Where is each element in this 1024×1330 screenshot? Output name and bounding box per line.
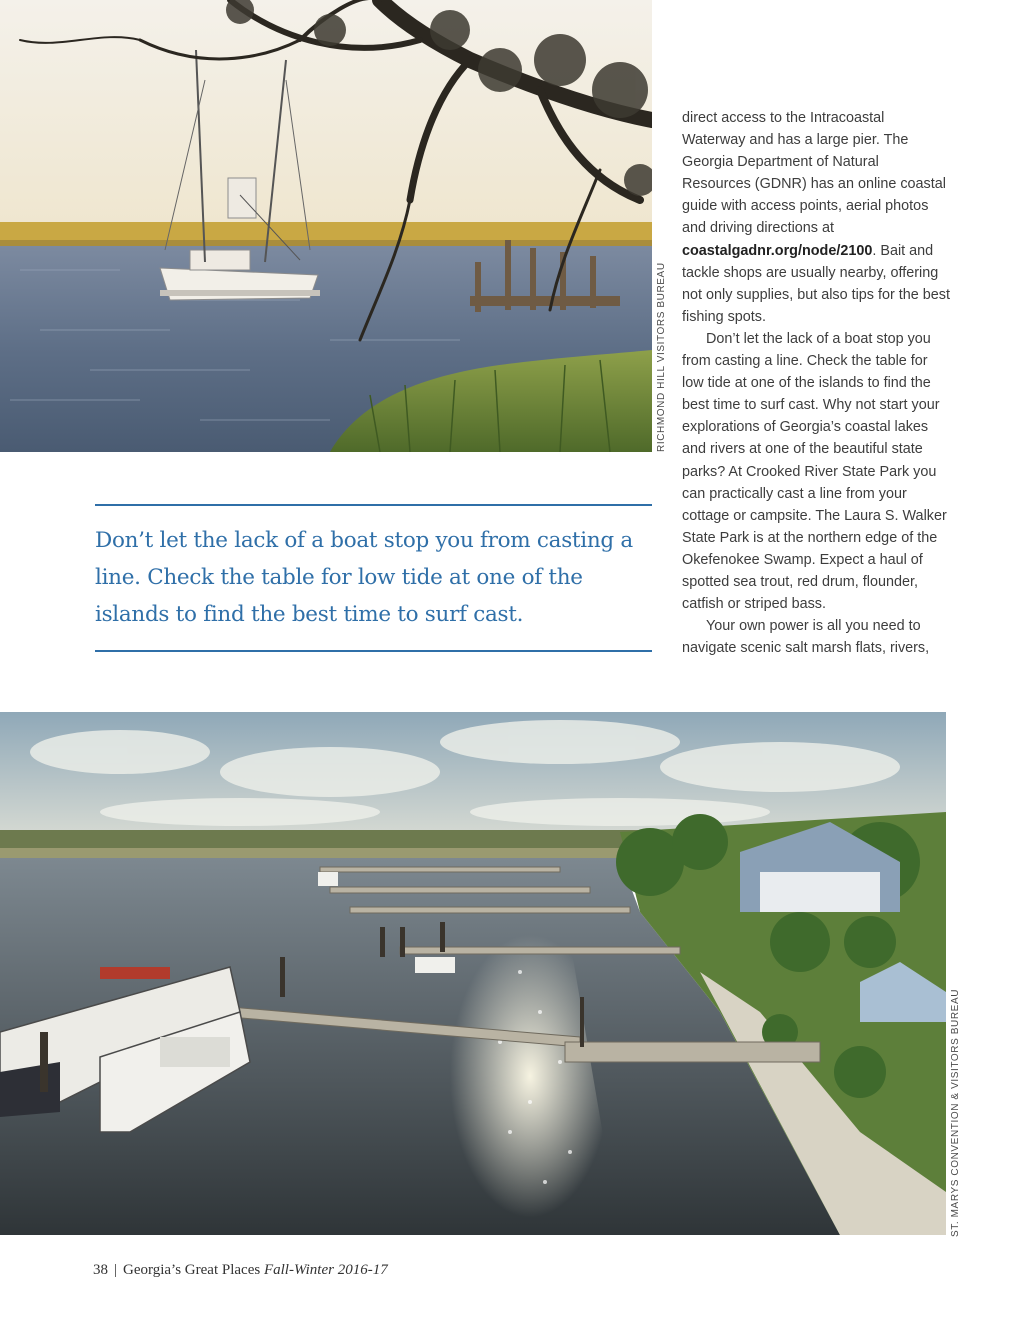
article-body xyxy=(682,107,950,659)
page-footer xyxy=(93,1262,388,1279)
article-paragraph-3: Your own power is all you need to navigate scenic salt marsh flats, rivers, xyxy=(682,618,930,657)
pullquote-rule-bottom xyxy=(95,650,652,652)
bottom-photo-credit: ST. MARYS CONVENTION & VISITORS BUREAU xyxy=(950,988,961,1237)
footer-separator: | xyxy=(114,1262,118,1278)
article-paragraph-1 xyxy=(682,107,950,328)
bottom-photo xyxy=(0,712,946,1235)
pullquote-rule-top xyxy=(95,504,652,506)
page-number: 38 xyxy=(93,1262,108,1278)
gdnr-url-link[interactable]: coastalgadnr.org/node/2100 xyxy=(682,242,873,259)
article-paragraph-2: Don’t let the lack of a boat stop you from casting a line. Check the table for low tide at one of the islands to find the best time to surf cast. Why not start your explorations of Georgia’s coastal lakes and rivers at one of the beautiful state parks? At Crooked River State Park you can practically cast a line from your cottage or campsite. The Laura S. Walker State Park is at the northern edge of the Okefenokee Swamp. Expect a haul of spotted sea trout, red drum, flounder, catfish or striped bass. xyxy=(682,330,947,613)
marina-aerial-illustration xyxy=(0,712,946,1235)
publication-name: Georgia’s Great Places xyxy=(123,1262,261,1278)
top-photo-credit: RICHMOND HILL VISITORS BUREAU xyxy=(656,262,667,452)
shrimp-boat-illustration xyxy=(0,0,652,452)
top-photo xyxy=(0,0,652,452)
p1-text-after: . Bait and tackle shops are usually nearby, offering not only supplies, but also tips for the best fishing spots. xyxy=(682,242,950,325)
pullquote: Don’t let the lack of a boat stop you from casting a line. Check the table for low tide at one of the islands to find the best time to surf cast. xyxy=(95,528,633,627)
issue-name: Fall-Winter 2016-17 xyxy=(263,1262,388,1278)
p1-text-before: direct access to the Intracoastal Waterway and has a large pier. The Georgia Department of Natural Resources (GDNR) has an online coastal guide with access points, aerial photos and driving directions at xyxy=(682,110,946,237)
